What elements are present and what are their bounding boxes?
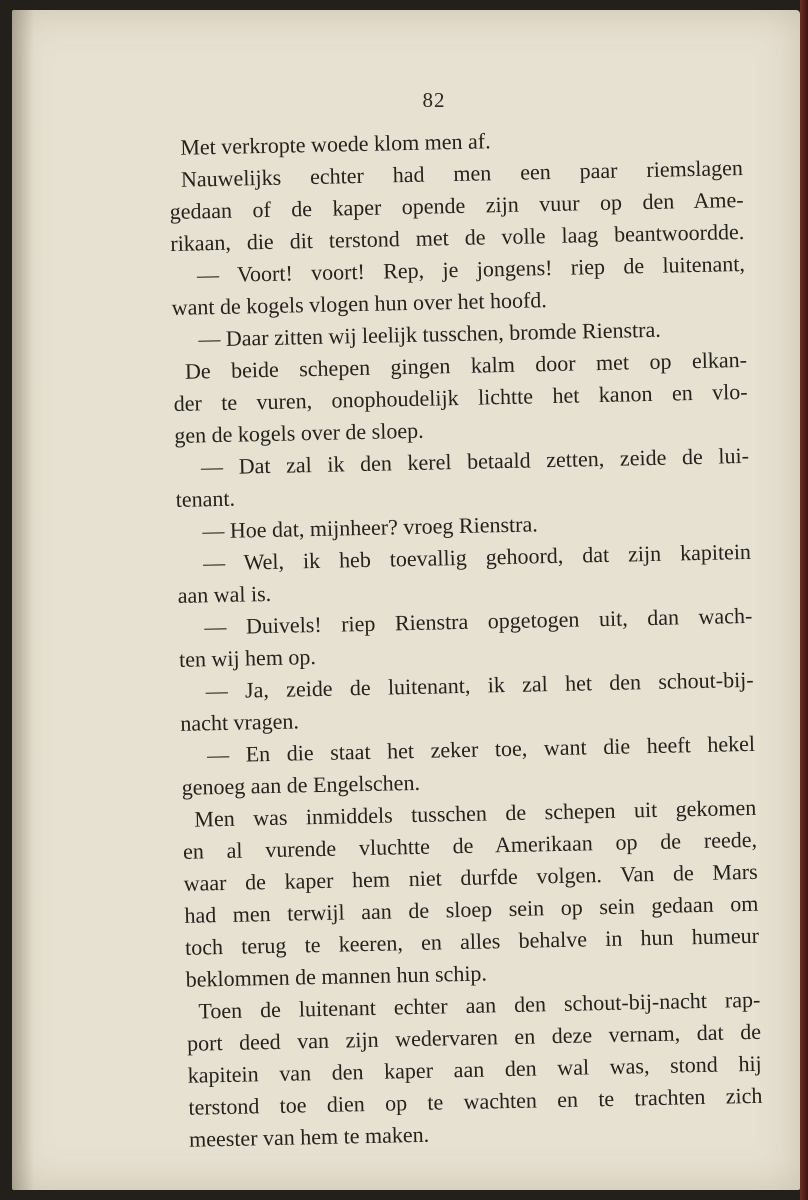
text-line: — Ja, zeide de luitenant, ik zal het den schout-bij- <box>205 666 754 704</box>
text-line: — Dat zal ik den kerel betaald zetten, zeide de lui- <box>200 442 750 480</box>
text-line: tenant. <box>175 485 236 512</box>
text-line: en al vurende vluchtte de Amerikaan op de reede, <box>182 826 758 864</box>
text-line: port deed van zijn wedervaren en deze vernam, dat de <box>186 1018 762 1056</box>
text-line: Men was inmiddels tusschen de schepen uit gekomen <box>194 794 757 832</box>
text-line: Toen de luitenant echter aan den schout-bij-nacht rap- <box>198 986 761 1024</box>
text-line: aan wal is. <box>177 580 272 608</box>
text-line: beklommen de mannen hun schip. <box>185 960 488 992</box>
text-line: Nauwelijks echter had men een paar riemslagen <box>180 154 744 192</box>
text-line: — Hoe dat, mijnheer? vroeg Rienstra. <box>202 511 538 544</box>
text-line: ten wij hem op. <box>178 644 317 672</box>
spine-shadow <box>12 10 34 1190</box>
text-line: nacht vragen. <box>180 708 300 736</box>
page-number: 82 <box>422 88 446 112</box>
text-line: gen de kogels over de sloep. <box>174 417 424 448</box>
text-line: Met verkropte woede klom men af. <box>180 128 491 160</box>
text-line: meester van hem te maken. <box>188 1121 430 1152</box>
text-line: waar de kaper hem niet durfde volgen. Van de Mars <box>183 858 758 896</box>
book-cover-edge <box>800 0 808 1200</box>
text-line: had men terwijl aan de sloep sein op sein gedaan om <box>184 890 759 928</box>
text-line: De beide schepen gingen kalm door met op elkan- <box>184 346 748 384</box>
text-line: — Wel, ik heb toevallig gehoord, dat zijn kapitein <box>202 538 752 576</box>
text-line: genoeg aan de Engelschen. <box>181 769 421 800</box>
text-line: — Voort! voort! Rep, je jongens! riep de luitenant, <box>196 250 746 288</box>
text-line: want de kogels vlogen hun over het hoofd. <box>171 287 547 320</box>
body-text <box>168 120 763 1156</box>
text-line: der te vuren, onophoudelijk lichtte het kanon en vlo- <box>173 378 748 416</box>
text-line: toch terug te keeren, en alles behalve in hun humeur <box>184 922 760 960</box>
text-line: — Duivels! riep Rienstra opgetogen uit, dan wach- <box>204 602 753 640</box>
text-line: kapitein van den kaper aan den wal was, stond hij <box>187 1050 762 1088</box>
text-line: gedaan of de kaper opende zijn vuur op den Ame- <box>169 186 744 224</box>
text-line: rikaan, die dit terstond met de volle laag beantwoordde. <box>170 218 745 256</box>
text-line: terstond toe dien op te wachten en te trachten zich <box>188 1082 763 1120</box>
text-line: — En die staat het zeker toe, want die heeft hekel <box>206 730 756 768</box>
text-line: — Daar zitten wij leelijk tusschen, bromde Rienstra. <box>198 316 661 352</box>
